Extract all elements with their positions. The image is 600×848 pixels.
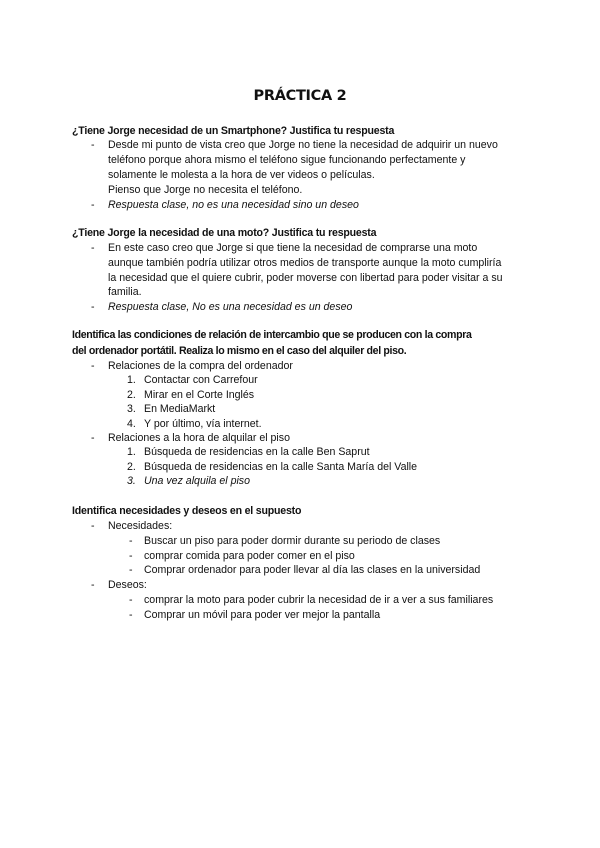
bullet-dash: - — [91, 360, 95, 372]
answer-line: Desde mi punto de vista creo que Jorge no tiene la necesidad de adquirir un nuevo — [108, 139, 498, 151]
question-heading: del ordenador portátil. Realiza lo mismo en el caso del alquiler del piso. — [72, 345, 407, 357]
list-item: comprar la moto para poder cubrir la necesidad de ir a ver a sus familiares — [144, 594, 494, 606]
answer-line: teléfono porque ahora mismo el teléfono sigue funcionando perfectamente y — [108, 154, 466, 166]
list-item: Búsqueda de residencias en la calle Santa María del Valle — [144, 461, 418, 473]
list-number: 2. — [127, 461, 136, 473]
list-number: 1. — [127, 374, 136, 386]
bullet-dash: - — [91, 139, 95, 151]
question-heading: ¿Tiene Jorge necesidad de un Smartphone? Justifica tu respuesta — [72, 125, 395, 137]
question-heading: Identifica necesidades y deseos en el supuesto — [72, 505, 302, 517]
list-item: Mirar en el Corte Inglés — [144, 389, 255, 401]
bullet-dash: - — [91, 432, 95, 444]
bullet-dash: - — [91, 242, 95, 254]
answer-line: En este caso creo que Jorge si que tiene la necesidad de comprarse una moto — [108, 242, 478, 254]
list-item: comprar comida para poder comer en el piso — [144, 550, 355, 562]
list-item: Contactar con Carrefour — [144, 374, 258, 386]
list-number: 4. — [127, 418, 136, 430]
list-item: Buscar un piso para poder dormir durante su periodo de clases — [144, 535, 441, 547]
group-label: Necesidades: — [108, 520, 173, 532]
answer-line: aunque también podría utilizar otros medios de transporte aunque la moto cumpliría — [108, 257, 502, 269]
bullet-dash: - — [91, 199, 95, 211]
group-label: Relaciones a la hora de alquilar el piso — [108, 432, 290, 444]
list-number: 3. — [127, 403, 136, 415]
list-number: 2. — [127, 389, 136, 401]
list-item: Una vez alquila el piso — [144, 475, 250, 487]
bullet-dash: - — [129, 535, 133, 547]
answer-line: solamente le molesta a la hora de ver videos o películas. — [108, 169, 375, 181]
bullet-dash: - — [129, 594, 133, 606]
list-item: En MediaMarkt — [144, 403, 216, 415]
list-number: 1. — [127, 446, 136, 458]
bullet-dash: - — [129, 609, 133, 621]
question-heading: ¿Tiene Jorge la necesidad de una moto? Justifica tu respuesta — [72, 227, 377, 239]
list-number: 3. — [127, 475, 136, 487]
answer-line: la necesidad que el quiere cubrir, poder moverse con libertad para poder visitar a su — [108, 272, 503, 284]
class-answer: Respuesta clase, no es una necesidad sino un deseo — [108, 199, 359, 211]
list-item: Comprar un móvil para poder ver mejor la pantalla — [144, 609, 381, 621]
page-title: PRÁCTICA 2 — [253, 88, 347, 104]
group-label: Deseos: — [108, 579, 147, 591]
bullet-dash: - — [91, 520, 95, 532]
bullet-dash: - — [91, 579, 95, 591]
bullet-dash: - — [91, 301, 95, 313]
list-item: Comprar ordenador para poder llevar al día las clases en la universidad — [144, 564, 481, 576]
question-heading: Identifica las condiciones de relación de intercambio que se producen con la compra — [72, 329, 472, 341]
list-item: Búsqueda de residencias en la calle Ben Saprut — [144, 446, 370, 458]
bullet-dash: - — [129, 550, 133, 562]
list-item: Y por último, vía internet. — [144, 418, 262, 430]
group-label: Relaciones de la compra del ordenador — [108, 360, 293, 372]
class-answer: Respuesta clase, No es una necesidad es un deseo — [108, 301, 353, 313]
bullet-dash: - — [129, 564, 133, 576]
answer-line: Pienso que Jorge no necesita el teléfono. — [108, 184, 303, 196]
answer-line: familia. — [108, 286, 142, 298]
